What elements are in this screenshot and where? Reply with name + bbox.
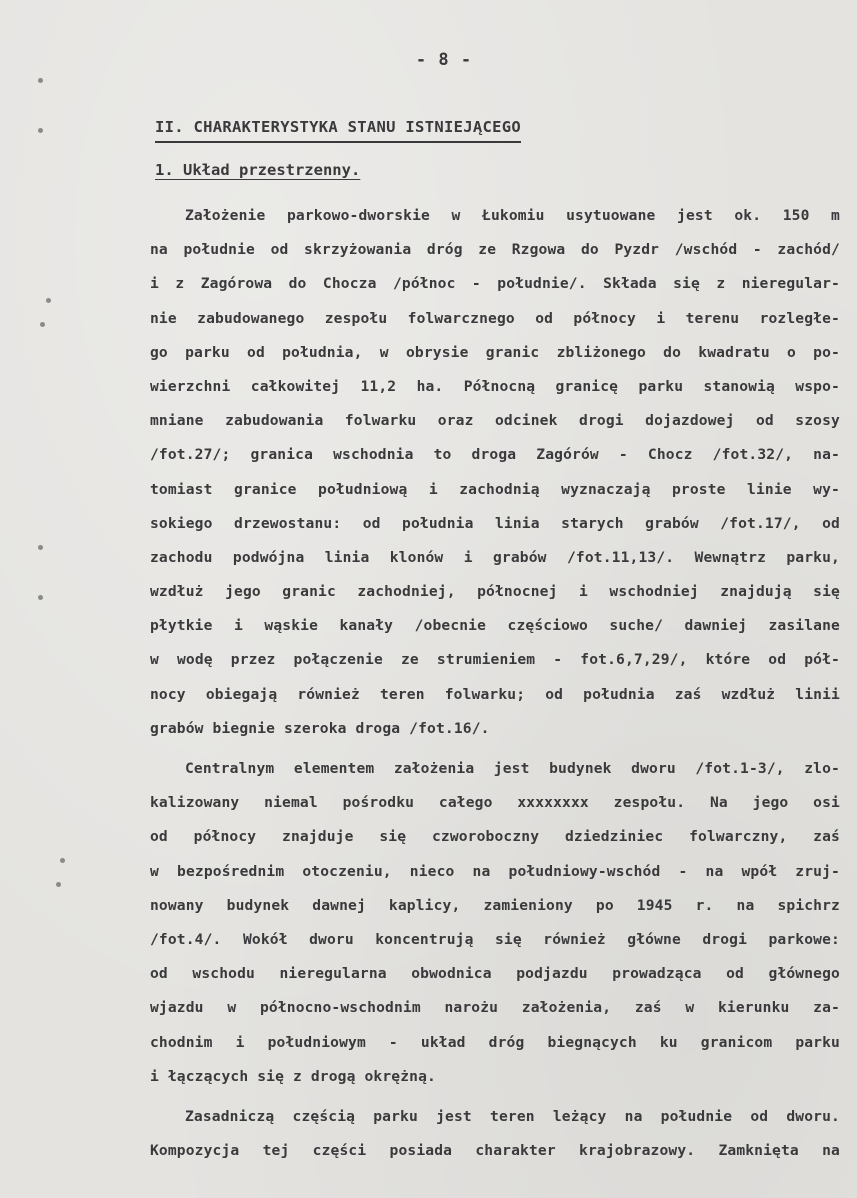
text-line: Kompozycja tej części posiada charakter krajobrazowy. Zamknięta na bbox=[150, 1142, 840, 1160]
text-line: Założenie parkowo-dworskie w Łukomiu usytuowane jest ok. 150 m bbox=[185, 207, 840, 224]
punch-hole-mark bbox=[46, 298, 51, 303]
text-line: i z Zagórowa do Chocza /północ - południe/. Składa się z nieregular- bbox=[150, 275, 840, 293]
text-line: w bezpośrednim otoczeniu, nieco na południowy-wschód - na wpół zruj- bbox=[150, 862, 840, 880]
punch-hole-mark bbox=[38, 128, 43, 133]
text-line: nocy obiegają również teren folwarku; od południa zaś wzdłuż linii bbox=[150, 685, 840, 703]
page-number: - 8 - bbox=[415, 50, 473, 70]
text-line: nowany budynek dawnej kaplicy, zamieniony po 1945 r. na spichrz bbox=[150, 896, 840, 914]
punch-hole-mark bbox=[60, 858, 65, 863]
text-line: chodnim i południowym - układ dróg biegnących ku granicom parku bbox=[150, 1033, 840, 1051]
text-line: tomiast granice południową i zachodnią wyznaczają proste linie wy- bbox=[150, 480, 840, 498]
text-line: go parku od południa, w obrysie granic zbliżonego do kwadratu o po- bbox=[150, 343, 840, 361]
text-line: płytkie i wąskie kanały /obecnie częściowo suche/ dawniej zasilane bbox=[150, 617, 840, 635]
text-line: sokiego drzewostanu: od południa linia starych grabów /fot.17/, od bbox=[150, 514, 840, 532]
text-line: i łączących się z drogą okrężną. bbox=[150, 1067, 436, 1085]
text-line: nie zabudowanego zespołu folwarcznego od północy i terenu rozległe- bbox=[150, 309, 840, 327]
punch-hole-mark bbox=[40, 322, 45, 327]
paragraph bbox=[150, 203, 840, 750]
text-line: mniane zabudowania folwarku oraz odcinek drogi dojazdowej od szosy bbox=[150, 412, 840, 430]
text-line: od wschodu nieregularna obwodnica podjazdu prowadząca od głównego bbox=[150, 965, 840, 983]
text-line: wzdłuż jego granic zachodniej, północnej i wschodniej znajdują się bbox=[150, 583, 840, 601]
text-line: wjazdu w północno-wschodnim narożu założenia, zaś w kierunku za- bbox=[150, 999, 840, 1017]
text-line: na południe od skrzyżowania dróg ze Rzgowa do Pyzdr /wschód - zachód/ bbox=[150, 241, 840, 259]
text-line: wierzchni całkowitej 11,2 ha. Północną granicę parku stanowią wspo- bbox=[150, 377, 840, 395]
text-line: zachodu podwójna linia klonów i grabów /fot.11,13/. Wewnątrz parku, bbox=[150, 548, 840, 566]
text-line: kalizowany niemal pośrodku całego xxxxxxxx zespołu. Na jego osi bbox=[150, 794, 840, 812]
paragraph bbox=[150, 1104, 840, 1172]
punch-hole-mark bbox=[38, 78, 43, 83]
text-line: grabów biegnie szeroka droga /fot.16/. bbox=[150, 719, 490, 737]
text-line: Zasadniczą częścią parku jest teren leżący na południe od dworu. bbox=[185, 1107, 840, 1125]
text-line: /fot.4/. Wokół dworu koncentrują się również główne drogi parkowe: bbox=[150, 930, 840, 948]
body-text bbox=[150, 203, 840, 1172]
punch-hole-mark bbox=[56, 882, 61, 887]
punch-hole-mark bbox=[38, 545, 43, 550]
text-line: od północy znajduje się czworoboczny dziedziniec folwarczny, zaś bbox=[150, 828, 840, 846]
text-line: w wodę przez połączenie ze strumieniem - fot.6,7,29/, które od pół- bbox=[150, 651, 840, 669]
chapter-heading: II. CHARAKTERYSTYKA STANU ISTNIEJĄCEGO bbox=[155, 118, 521, 143]
paragraph bbox=[150, 756, 840, 1098]
text-line: /fot.27/; granica wschodnia to droga Zagórów - Chocz /fot.32/, na- bbox=[150, 446, 840, 464]
section-heading: 1. Układ przestrzenny. bbox=[155, 161, 361, 179]
text-line: Centralnym elementem założenia jest budynek dworu /fot.1-3/, zlo- bbox=[185, 760, 840, 777]
punch-hole-mark bbox=[38, 595, 43, 600]
